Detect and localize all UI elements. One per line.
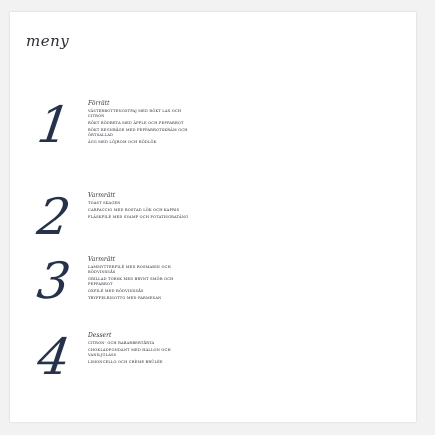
dish: TRYFFELRISOTTO MED PARMESAN	[88, 295, 162, 300]
menu-title: meny	[26, 32, 70, 50]
course-items	[88, 256, 198, 303]
course-name: Varmrätt	[88, 192, 116, 199]
dish: RÖKT REGNBÅGE MED PEPPARROTSKRÄM OCH ÖRTSALLAD	[88, 127, 188, 137]
dish: FLÄSKFILÉ MED SVAMP OCH POTATISGRATÄNG	[88, 214, 189, 219]
course-number: 4	[33, 328, 74, 386]
dish: CARPACCIO MED ROSTAD LÖK OCH KAPRIS	[88, 207, 180, 212]
dish: TOAST SKAGEN	[88, 201, 121, 205]
course-name: Förrätt	[88, 100, 110, 107]
course-number: 1	[33, 96, 74, 154]
course-items	[88, 192, 198, 222]
dish: LAMMYTTERFILÉ MED ROSMARIN OCH RÖDVINSSÅS	[88, 265, 171, 274]
dish: OXFILÉ MED RÖDVINSSÅS	[88, 288, 144, 293]
menu-card	[10, 12, 416, 422]
course-name: Varmrätt	[88, 256, 116, 263]
dish: CITRON- OCH RABARBERTÅRTA	[88, 341, 155, 345]
dish: CHOKLADFONDANT MED HALLON OCH VANILJGLASS	[88, 347, 171, 357]
dish: GRILLAD TORSK MED BRYNT SMÖR OCH PEPPARROT	[88, 276, 174, 286]
course-name: Dessert	[88, 332, 112, 339]
dish: VÄSTERBOTTENOSTPAJ MED RÖKT LAX OCH CITRON	[88, 109, 182, 118]
dish: RÖKT RÖDBETA MED ÄPPLE OCH PEPPARROT	[88, 120, 184, 125]
dish: ÄGG MED LÖJROM OCH RÖDLÖK	[88, 139, 157, 144]
course-number: 3	[33, 252, 74, 310]
course-items	[88, 332, 198, 367]
dish: LIMONCELLO OCH CRÈME BRÛLÉE	[88, 359, 163, 364]
course-number: 2	[33, 188, 74, 246]
course-items	[88, 100, 198, 147]
